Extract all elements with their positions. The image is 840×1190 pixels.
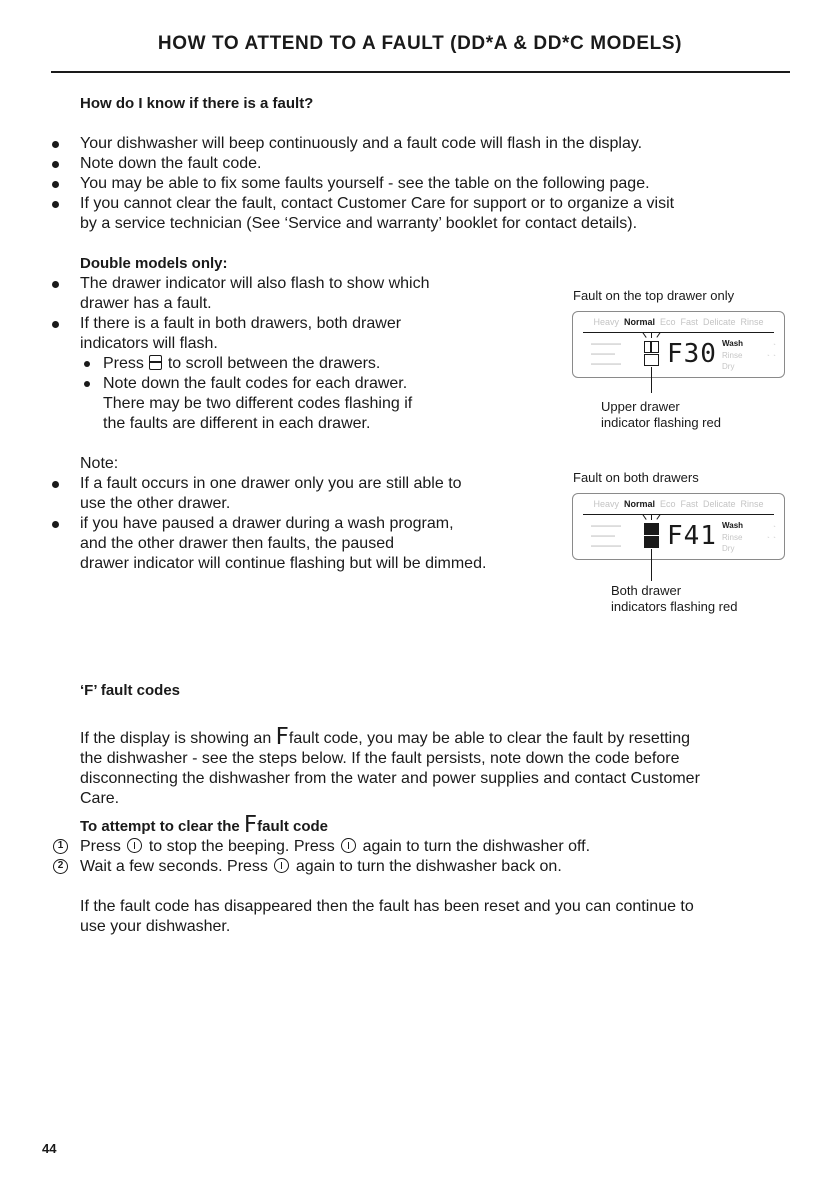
step-1-text: [80, 837, 590, 857]
flash-lines: [642, 332, 661, 340]
dimmed-icons: ◔ ◔ ◔: [765, 524, 776, 542]
note-codes-line-2: There may be two different codes flashing if: [103, 395, 413, 412]
flash-lines: [642, 514, 661, 522]
scroll-instruction-post: to scroll between the drawers.: [167, 355, 381, 372]
drawer-select-icon: [149, 355, 162, 370]
callout-line-1: Both drawer: [611, 583, 682, 598]
double-models-heading: Double models only:: [80, 255, 228, 272]
scroll-drawers-instruction: [103, 354, 380, 374]
status-wash: Wash: [722, 521, 744, 530]
callout-line-2: indicator flashing red: [601, 415, 721, 430]
paragraph-text: fault code, you may be able to clear the fault by resetting: [288, 730, 691, 747]
f-codes-paragraph-line-4: Care.: [80, 790, 120, 807]
note-bullet-1-line-1: If a fault occurs in one drawer only you are still able to: [80, 475, 462, 492]
note-bullet-1-line-2: use the other drawer.: [80, 495, 231, 512]
power-button-icon: [274, 858, 289, 873]
f-segment-glyph: F: [275, 724, 289, 750]
double-bullet-1-line-1: The drawer indicator will also flash to show which: [80, 275, 430, 292]
intro-bullet-4-continued: by a service technician (See ‘Service and warranty’ booklet for contact details).: [80, 215, 638, 232]
intro-bullet-2: Note down the fault code.: [80, 155, 262, 172]
note-codes-line-1: Note down the fault codes for each drawer.: [103, 375, 408, 392]
step-1-number-icon: 1: [53, 839, 68, 854]
program-fast: Fast: [680, 317, 699, 327]
subheading-text: To attempt to clear the: [80, 818, 240, 835]
display-panel-top-drawer-fault: [572, 311, 785, 378]
program-delicate: Delicate: [703, 317, 736, 327]
bullet-marker: [52, 481, 59, 488]
program-heavy: Heavy: [593, 317, 619, 327]
figure-both-drawers-caption: Fault on both drawers: [573, 470, 699, 485]
dimmed-options: ▬▬▬▬▬ ▬▬▬▬ ▬▬▬▬▬: [591, 523, 621, 549]
double-bullet-2-line-1: If there is a fault in both drawers, both drawer: [80, 315, 402, 332]
bullet-marker: [52, 161, 59, 168]
intro-bullet-3: You may be able to fix some faults yourself - see the table on the following page.: [80, 175, 650, 192]
step-2-number-icon: 2: [53, 859, 68, 874]
program-eco: Eco: [659, 317, 676, 327]
program-row: [573, 499, 784, 509]
bullet-marker: [52, 181, 59, 188]
page-title: HOW TO ATTEND TO A FAULT (DD*A & DD*C MODELS): [157, 33, 683, 54]
figure-top-drawer-caption: Fault on the top drawer only: [573, 288, 735, 303]
program-rinse: Rinse: [740, 317, 764, 327]
f-segment-glyph: F: [243, 812, 258, 838]
title-divider: [51, 71, 790, 73]
program-eco: Eco: [659, 499, 676, 509]
callout-leader-line: [651, 549, 652, 581]
callout-line-2: indicators flashing red: [611, 599, 738, 614]
both-drawer-indicators: [644, 523, 659, 548]
dimmed-icons: ◔ ◔ ◔: [765, 342, 776, 360]
upper-drawer-indicator: [644, 341, 659, 366]
lower-drawer-segment: [644, 536, 659, 548]
intro-bullet-1: Your dishwasher will beep continuously and a fault code will flash in the display.: [80, 135, 643, 152]
step-text: Wait a few seconds. Press: [80, 858, 268, 875]
power-button-icon: [341, 838, 356, 853]
program-heavy: Heavy: [593, 499, 619, 509]
fault-reset-line-1: If the fault code has disappeared then the fault has been reset and you can continue to: [80, 898, 694, 915]
f-codes-paragraph-line-2: the dishwasher - see the steps below. If the fault persists, note down the code before: [80, 750, 680, 767]
step-text: to stop the beeping. Press: [148, 838, 335, 855]
status-dry: Dry: [722, 362, 735, 371]
display-panel-both-drawers-fault: [572, 493, 785, 560]
upper-drawer-segment: [644, 523, 659, 535]
program-delicate: Delicate: [703, 499, 736, 509]
program-row: [573, 317, 784, 327]
program-normal: Normal: [623, 499, 655, 509]
fault-code-display: F30: [667, 339, 717, 369]
figure-both-drawers-callout: [611, 583, 737, 615]
note-label: Note:: [80, 455, 119, 472]
sub-bullet-marker: [84, 361, 90, 367]
status-dry: Dry: [722, 544, 735, 553]
fault-detection-heading: How do I know if there is a fault?: [80, 95, 314, 112]
bullet-marker: [52, 201, 59, 208]
status-wash: Wash: [722, 339, 744, 348]
step-text: again to turn the dishwasher off.: [362, 838, 591, 855]
figure-top-drawer-callout: [601, 399, 721, 431]
program-normal: Normal: [623, 317, 655, 327]
double-bullet-2-line-2: indicators will flash.: [80, 335, 218, 352]
cycle-status: [722, 520, 743, 555]
program-rinse: Rinse: [740, 499, 764, 509]
dimmed-options: ▬▬▬▬▬ ▬▬▬▬ ▬▬▬▬▬: [591, 341, 621, 367]
step-text: again to turn the dishwasher back on.: [295, 858, 562, 875]
f-codes-paragraph-line-3: disconnecting the dishwasher from the water and power supplies and contact Customer: [80, 770, 700, 787]
callout-leader-line: [651, 367, 652, 393]
clear-fault-subheading: [80, 812, 328, 838]
sub-bullet-marker: [84, 381, 90, 387]
bullet-marker: [52, 281, 59, 288]
panel-divider: [583, 332, 774, 333]
f-fault-codes-heading: ‘F’ fault codes: [80, 682, 181, 699]
lower-drawer-segment: [644, 354, 659, 366]
fault-code-display: F41: [667, 521, 717, 551]
note-bullet-2-line-3: drawer indicator will continue flashing but will be dimmed.: [80, 555, 487, 572]
intro-bullet-4: If you cannot clear the fault, contact Customer Care for support or to organize a visit: [80, 195, 675, 212]
note-bullet-2-line-1: if you have paused a drawer during a wash program,: [80, 515, 454, 532]
power-button-icon: [127, 838, 142, 853]
note-bullet-2-line-2: and the other drawer then faults, the paused: [80, 535, 394, 552]
cycle-status: [722, 338, 743, 373]
scroll-instruction-pre: Press: [103, 355, 144, 372]
upper-drawer-segment: [644, 341, 659, 353]
step-2-text: [80, 857, 562, 877]
page-number: 44: [42, 1141, 57, 1156]
bullet-marker: [52, 141, 59, 148]
bullet-marker: [52, 321, 59, 328]
callout-line-1: Upper drawer: [601, 399, 680, 414]
status-rinse: Rinse: [722, 532, 743, 542]
f-codes-paragraph-line-1: [80, 724, 691, 750]
panel-divider: [583, 514, 774, 515]
double-bullet-1-line-2: drawer has a fault.: [80, 295, 212, 312]
status-rinse: Rinse: [722, 350, 743, 360]
subheading-text: fault code: [257, 818, 328, 835]
bullet-marker: [52, 521, 59, 528]
fault-reset-line-2: use your dishwasher.: [80, 918, 231, 935]
paragraph-text: If the display is showing an: [80, 730, 272, 747]
step-text: Press: [80, 838, 121, 855]
note-codes-line-3: the faults are different in each drawer.: [103, 415, 371, 432]
program-fast: Fast: [680, 499, 699, 509]
